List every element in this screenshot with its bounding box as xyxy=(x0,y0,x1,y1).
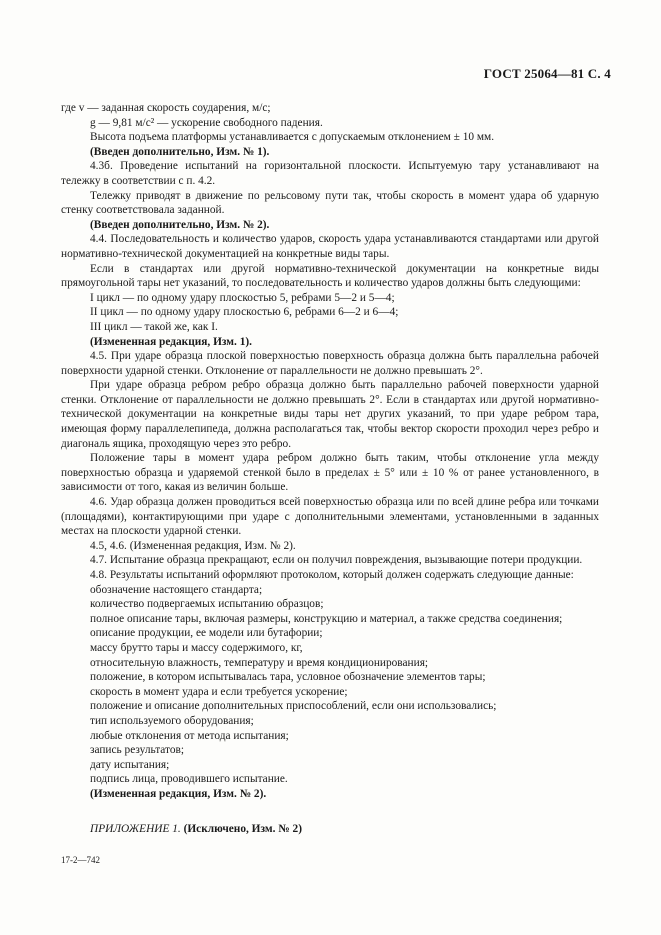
paragraph: 4.7. Испытание образца прекращают, если он получил повреждения, вызывающие потери продукции. xyxy=(90,554,583,567)
paragraph: 4.5. При ударе образца плоской поверхностью поверхность образца должна быть параллельна рабочей поверхности ударной стенки. Отклонение от параллельности не должно превышать 2°. xyxy=(61,350,599,377)
list-item: количество подвергаемых испытанию образцов; xyxy=(90,598,324,611)
paragraph: где v — заданная скорость соударения, м/с; xyxy=(61,102,271,114)
list-item: полное описание тары, включая размеры, конструкцию и материал, а также средства соединения; xyxy=(90,612,563,625)
paragraph: 4.4. Последовательность и количество ударов, скорость удара устанавливаются стандартами или другой нормативно-технической документацией на конкретные виды тары. xyxy=(61,233,599,260)
list-item: положение и описание дополнительных приспособлений, если они использовались; xyxy=(90,700,497,713)
list-item: обозначение настоящего стандарта; xyxy=(90,583,263,596)
appendix-status: (Исключено, Изм. № 2) xyxy=(183,822,302,835)
paragraph: I цикл — по одному удару плоскостью 5, ребрами 5—2 и 5—4; xyxy=(90,291,395,304)
paragraph: (Введен дополнительно, Изм. № 1). xyxy=(90,145,270,158)
paragraph: 4.3б. Проведение испытаний на горизонтальной плоскости. Испытуемую тару устанавливают на тележку в соответствии с п. 4.2. xyxy=(61,160,599,187)
paragraph: 4.6. Удар образца должен проводиться всей поверхностью образца или по всей длине ребра или точками (площадями), контактирующими при ударе с дополнительными элементами, установленными в заданных местах на плоскости ударной стенки. xyxy=(61,496,599,538)
paragraph: Положение тары в момент удара ребром должно быть таким, чтобы отклонение угла между поверхностью образца и ударяемой стенкой было в пределах ± 5° или ± 10 % от ранее установленного, в зависимости от того, какая из величин больше. xyxy=(61,452,599,494)
appendix-note xyxy=(61,822,599,837)
list-item: положение, в котором испытывалась тара, условное обозначение элементов тары; xyxy=(90,671,486,684)
report-contents-list xyxy=(61,583,599,802)
paragraph: 4.5, 4.6. (Измененная редакция, Изм. № 2). xyxy=(90,539,296,552)
list-item: массу брутто тары и массу содержимого, кг, xyxy=(90,641,303,654)
paragraph: III цикл — такой же, как I. xyxy=(90,320,218,333)
list-item: любые отклонения от метода испытания; xyxy=(90,729,289,742)
document-body xyxy=(61,101,599,836)
list-item: описание продукции, ее модели или бутафории; xyxy=(90,627,323,640)
list-item: (Измененная редакция, Изм. № 2). xyxy=(90,787,267,800)
list-item: тип используемого оборудования; xyxy=(90,714,254,727)
list-item: дату испытания; xyxy=(90,758,170,771)
paragraph: (Введен дополнительно, Изм. № 2). xyxy=(90,218,270,231)
paragraphs xyxy=(61,101,599,583)
paragraph: При ударе образца ребром ребро образца должно быть параллельно рабочей поверхности ударной стенки. Отклонение от параллельности не должно превышать 2°. Если в стандартах или другой нормативно-технической документации на конкретные виды тары нет других указаний, то при ударе ребром тара, имеющая форму параллелепипеда, должна располагаться так, чтобы вектор скорости проходил через ребро и диагональ ящика, проходящую через это ребро. xyxy=(61,379,599,450)
list-item: относительную влажность, температуру и время кондиционирования; xyxy=(90,656,429,669)
paragraph: Если в стандартах или другой нормативно-технической документации на конкретные виды прямоугольной тары нет указаний, то последовательность и количество ударов должны быть следующими: xyxy=(61,262,599,290)
list-item: скорость в момент удара и если требуется ускорение; xyxy=(90,685,348,698)
paragraph: (Измененная редакция, Изм. 1). xyxy=(90,335,252,348)
paragraph: Высота подъема платформы устанавливается с допускаемым отклонением ± 10 мм. xyxy=(90,131,495,144)
appendix-label: ПРИЛОЖЕНИЕ 1. xyxy=(90,822,181,835)
list-item: подпись лица, проводившего испытание. xyxy=(90,773,288,786)
paragraph: 4.8. Результаты испытаний оформляют протоколом, который должен содержать следующие данные: xyxy=(90,569,574,581)
paragraph: Тележку приводят в движение по рельсовому пути так, чтобы скорость в момент удара об ударную стенку соответствовала заданной. xyxy=(61,189,599,217)
list-item: запись результатов; xyxy=(90,744,185,757)
paragraph: II цикл — по одному удару плоскостью 6, ребрами 6—2 и 6—4; xyxy=(90,306,399,319)
page-header: ГОСТ 25064—81 С. 4 xyxy=(483,66,611,81)
paragraph: g — 9,81 м/с² — ускорение свободного падения. xyxy=(90,116,323,129)
print-code: 17-2—742 xyxy=(61,855,100,865)
